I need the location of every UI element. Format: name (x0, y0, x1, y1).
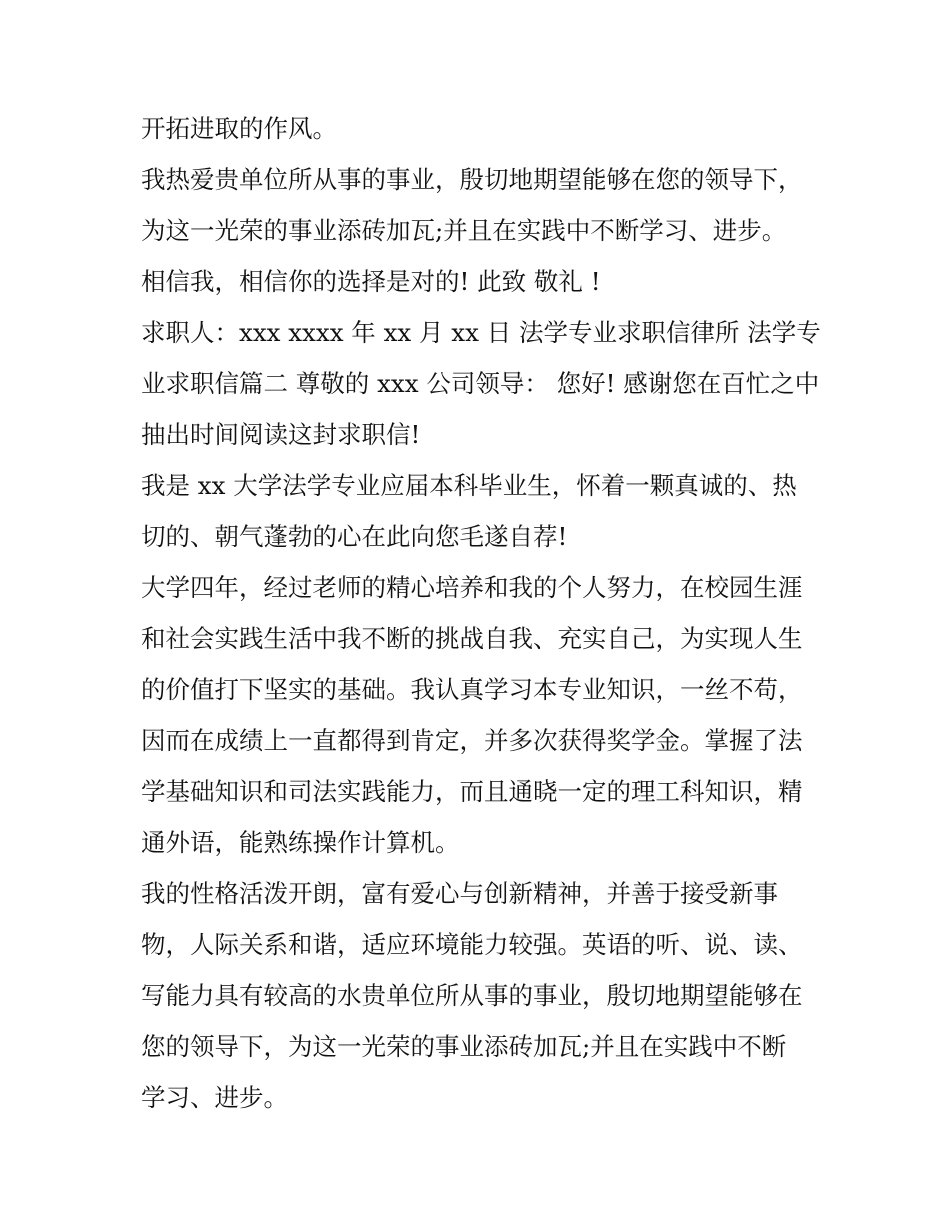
text-line: 开拓进取的作风。 (141, 114, 337, 143)
text-line: 相信我，相信你的选择是对的! 此致 敬礼 ! (141, 267, 601, 296)
text-line: 大学四年，经过老师的精心培养和我的个人努力，在校园生涯 (141, 573, 803, 602)
text-line: 我是 xx 大学法学专业应届本科毕业生，怀着一颗真诚的、热 (141, 471, 797, 500)
text-line: 我热爱贵单位所从事的事业，殷切地期望能够在您的领导下， (141, 165, 803, 194)
text-line: 和社会实践生活中我不断的挑战自我、充实自己，为实现人生 (141, 624, 803, 653)
text-line: 的价值打下坚实的基础。我认真学习本专业知识，一丝不苟， (141, 675, 803, 704)
text-line: 因而在成绩上一直都得到肯定，并多次获得奖学金。掌握了法 (141, 726, 803, 755)
text-line: 学习、进步。 (141, 1083, 288, 1112)
text-line: 学基础知识和司法实践能力，而且通晓一定的理工科知识，精 (141, 777, 803, 806)
text-line: 物，人际关系和谐，适应环境能力较强。英语的听、说、读、 (141, 930, 803, 959)
text-line: 抽出时间阅读这封求职信! (141, 420, 421, 449)
text-line: 求职人：xxx xxxx 年 xx 月 xx 日 法学专业求职信律所 法学专 (141, 318, 821, 347)
text-line: 业求职信篇二 尊敬的 xxx 公司领导： 您好! 感谢您在百忙之中 (141, 369, 820, 398)
text-line: 我的性格活泼开朗，富有爱心与创新精神，并善于接受新事 (141, 879, 778, 908)
text-line: 写能力具有较高的水贵单位所从事的事业，殷切地期望能够在 (141, 981, 803, 1010)
text-line: 切的、朝气蓬勃的心在此向您毛遂自荐! (141, 522, 568, 551)
text-line: 您的领导下，为这一光荣的事业添砖加瓦;并且在实践中不断 (141, 1032, 787, 1061)
text-line: 通外语，能熟练操作计算机。 (141, 828, 460, 857)
text-line: 为这一光荣的事业添砖加瓦;并且在实践中不断学习、进步。 (141, 216, 787, 245)
